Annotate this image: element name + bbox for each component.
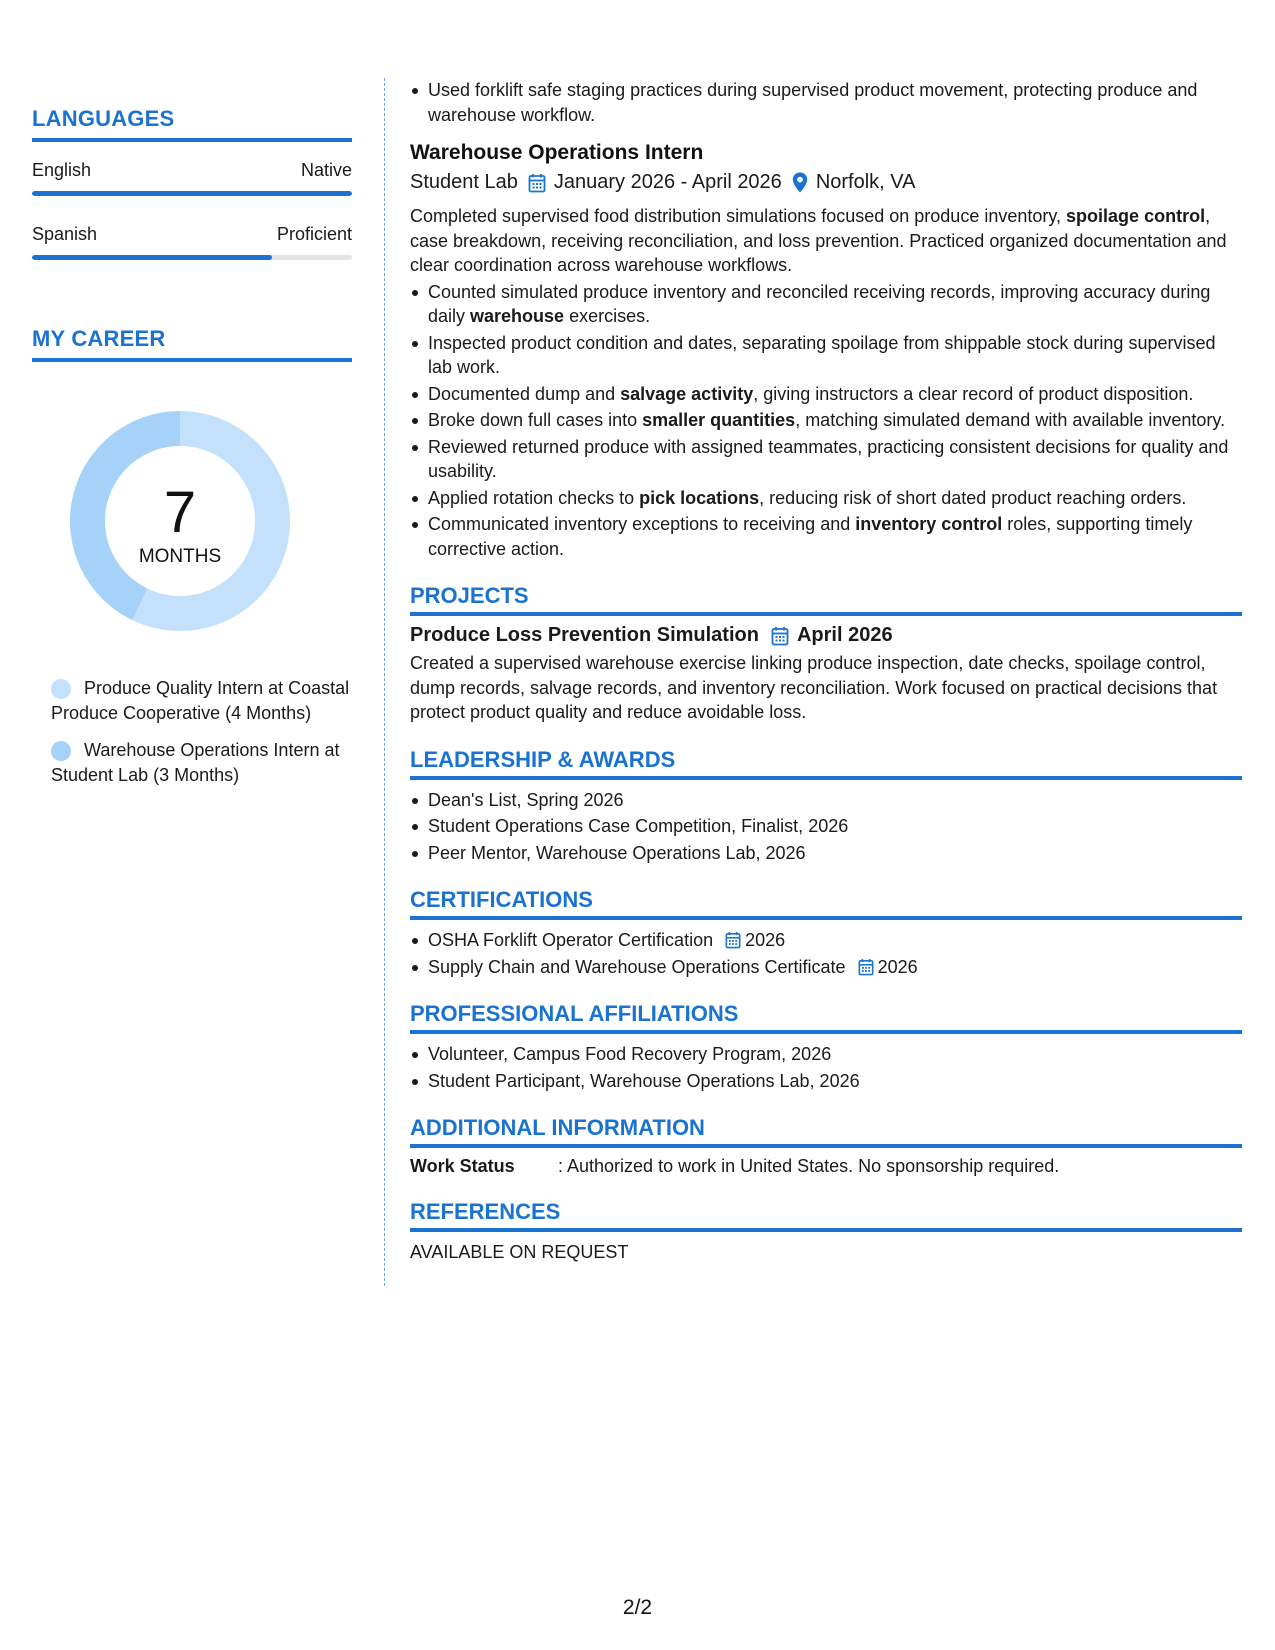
bullet-item: Peer Mentor, Warehouse Operations Lab, 2026 xyxy=(410,841,1242,866)
job-title: Warehouse Operations Intern xyxy=(410,141,704,164)
work-status-value: : Authorized to work in United States. No sponsorship required. xyxy=(558,1156,1060,1176)
text-run: Communicated inventory exceptions to receiving and xyxy=(428,514,856,534)
bullet-item: Dean's List, Spring 2026 xyxy=(410,788,1242,813)
bold-text: salvage activity xyxy=(620,383,754,404)
page-number: 2/2 xyxy=(622,1596,653,1619)
job-company: Student Lab xyxy=(410,171,518,193)
calendar-icon xyxy=(858,958,874,976)
bullet-item: Used forklift safe staging practices during supervised product movement, protecting produce and warehouse workflow. xyxy=(410,78,1242,127)
language-spanish xyxy=(32,224,352,260)
job-meta xyxy=(410,171,1242,194)
sidebar xyxy=(32,0,352,800)
previous-job-bullets xyxy=(410,78,1242,127)
legend-item xyxy=(51,676,352,726)
languages-heading: LANGUAGES xyxy=(32,106,352,142)
text-run: exercises. xyxy=(564,306,651,326)
language-level: Native xyxy=(300,160,352,180)
donut-center xyxy=(65,406,295,636)
text-run: Inspected product condition and dates, separating spoilage from shippable stock during supervised lab work. xyxy=(428,332,1216,377)
bullet-item xyxy=(410,280,1242,329)
bold-text: pick locations xyxy=(639,487,760,508)
job-entry xyxy=(410,141,1242,561)
text-run: Documented dump and xyxy=(428,383,621,404)
language-bar xyxy=(32,191,352,196)
references-section xyxy=(410,1199,1242,1263)
project-title: Produce Loss Prevention Simulation xyxy=(410,624,759,646)
references-heading: REFERENCES xyxy=(410,1199,1242,1232)
career-section xyxy=(32,326,352,788)
calendar-icon xyxy=(528,173,546,193)
bullet-item: Student Operations Case Competition, Finalist, 2026 xyxy=(410,814,1242,839)
career-total-unit: MONTHS xyxy=(138,546,222,567)
project-date: April 2026 xyxy=(796,624,893,646)
job-bullets xyxy=(410,280,1242,562)
career-total-value: 7 xyxy=(163,480,197,545)
career-donut-chart xyxy=(65,406,295,636)
bullet-item xyxy=(410,435,1242,484)
career-legend xyxy=(32,676,352,788)
text-run: Broke down full cases into xyxy=(428,410,643,430)
additional-heading: ADDITIONAL INFORMATION xyxy=(410,1115,1242,1148)
languages-section xyxy=(32,106,352,260)
project-header xyxy=(410,624,1242,647)
bullet-item xyxy=(410,408,1242,433)
language-english xyxy=(32,160,352,196)
language-row xyxy=(32,160,352,181)
language-level: Proficient xyxy=(276,224,352,244)
bullet-item: Volunteer, Campus Food Recovery Program, 2026 xyxy=(410,1042,1242,1067)
certifications-heading: CERTIFICATIONS xyxy=(410,887,1242,920)
text-run: Reviewed returned produce with assigned teammates, practicing consistent decisions for quality and usability. xyxy=(428,436,1229,481)
job-dates: January 2026 - April 2026 xyxy=(553,171,782,193)
job-location: Norfolk, VA xyxy=(815,171,916,193)
leadership-heading: LEADERSHIP & AWARDS xyxy=(410,747,1242,780)
bold-text: smaller quantities xyxy=(642,410,796,430)
bullet-item xyxy=(410,512,1242,561)
column-divider xyxy=(384,78,385,1286)
bold-text: spoilage control xyxy=(1066,206,1206,226)
additional-section xyxy=(410,1115,1242,1177)
language-name: Spanish xyxy=(32,224,98,244)
language-name: English xyxy=(32,160,92,180)
text-run: , giving instructors a clear record of product disposition. xyxy=(753,383,1194,404)
work-status-label: Work Status xyxy=(410,1156,515,1176)
legend-label: Produce Quality Intern at Coastal Produce Cooperative (4 Months) xyxy=(51,678,350,723)
leadership-list xyxy=(410,788,1242,866)
text-run: , case breakdown, receiving reconciliation, and loss prevention. Practiced organized documentation and clear coordination across warehouse workflows. xyxy=(410,206,1227,275)
certification-item xyxy=(410,955,1242,980)
certification-year: 2026 xyxy=(877,956,918,977)
certifications-list xyxy=(410,928,1242,979)
text-run: , reducing risk of short dated product reaching orders. xyxy=(759,487,1187,508)
calendar-icon xyxy=(725,931,741,949)
certifications-section xyxy=(410,887,1242,979)
language-bar-fill xyxy=(32,255,272,260)
legend-dot xyxy=(51,679,71,699)
project-description: Created a supervised warehouse exercise linking produce inspection, date checks, spoilage control, dump records, salvage records, and inventory reconciliation. Work focused on practical decisions that protect product quality and reduce avoidable loss. xyxy=(410,653,1218,722)
projects-heading: PROJECTS xyxy=(410,583,1242,616)
certification-name: Supply Chain and Warehouse Operations Certificate xyxy=(428,956,846,977)
language-row xyxy=(32,224,352,245)
bullet-item xyxy=(410,486,1242,511)
work-status-row xyxy=(410,1156,1242,1177)
legend-dot xyxy=(51,741,71,761)
text-run: Counted simulated produce inventory and reconciled receiving records, improving accuracy during daily xyxy=(428,281,1211,326)
map-pin-icon xyxy=(792,172,808,193)
text-run: , matching simulated demand with available inventory. xyxy=(795,410,1226,430)
text-run: Applied rotation checks to xyxy=(428,487,640,508)
references-text: AVAILABLE ON REQUEST xyxy=(410,1242,629,1262)
text-run: roles, supporting timely corrective action. xyxy=(428,514,1193,559)
affiliations-section xyxy=(410,1001,1242,1093)
bold-text: inventory control xyxy=(855,514,1003,534)
language-bar xyxy=(32,255,352,260)
bullet-item xyxy=(410,331,1242,380)
calendar-icon xyxy=(771,626,789,646)
text-run: Completed supervised food distribution simulations focused on produce inventory, xyxy=(410,206,1067,226)
main-content xyxy=(410,78,1242,1263)
projects-section xyxy=(410,583,1242,725)
leadership-section xyxy=(410,747,1242,866)
bullet-item: Student Participant, Warehouse Operations Lab, 2026 xyxy=(410,1069,1242,1094)
affiliations-list xyxy=(410,1042,1242,1093)
legend-label: Warehouse Operations Intern at Student Lab (3 Months) xyxy=(51,740,340,785)
job-summary xyxy=(410,204,1242,278)
certification-year: 2026 xyxy=(745,930,786,950)
language-bar-fill xyxy=(32,191,352,196)
career-heading: MY CAREER xyxy=(32,326,352,362)
certification-name: OSHA Forklift Operator Certification xyxy=(428,930,714,950)
certification-item xyxy=(410,928,1242,953)
affiliations-heading: PROFESSIONAL AFFILIATIONS xyxy=(410,1001,1242,1034)
bold-text: warehouse xyxy=(470,306,565,326)
bullet-item xyxy=(410,382,1242,407)
legend-item xyxy=(51,738,352,788)
